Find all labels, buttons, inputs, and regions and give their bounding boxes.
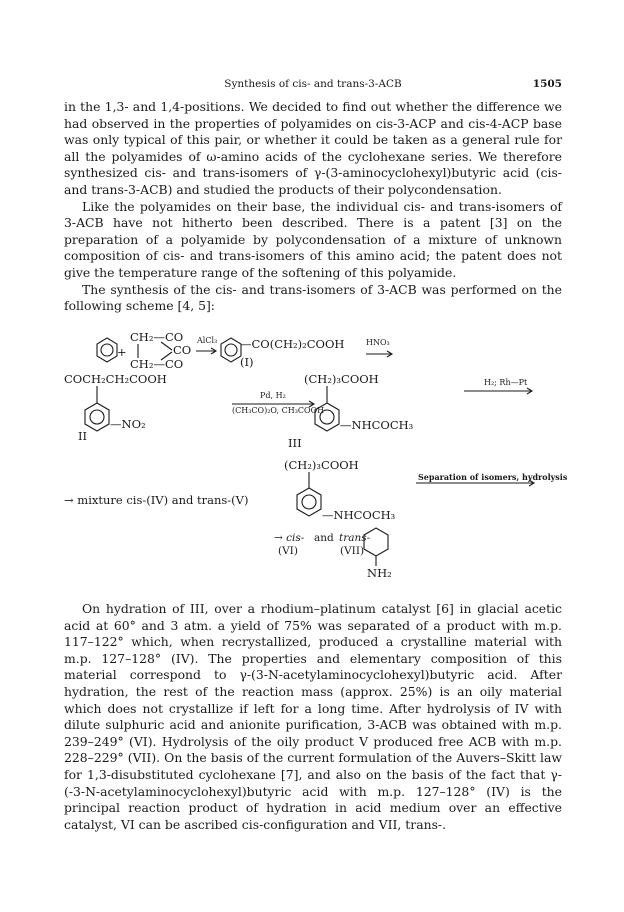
anhydride-top: CH₂—CO <box>130 330 184 344</box>
page-number: 1505 <box>532 78 562 90</box>
reagent-separation: Separation of isomers, hydrolysis <box>418 472 568 482</box>
reagent-hno3: HNO₃ <box>366 338 390 347</box>
compound3-chain: (CH₂)₃COOH <box>304 372 379 386</box>
label-I: (I) <box>240 355 254 369</box>
plus-sign: + <box>117 345 127 359</box>
discussion-paragraph <box>64 601 562 833</box>
final-trans: trans- <box>339 532 371 544</box>
reaction-scheme <box>64 330 568 595</box>
compound2-chain: COCH₂CH₂COOH <box>64 372 167 386</box>
anhydride-bottom: CH₂—CO <box>130 357 184 371</box>
reagent-alcl3: AlCl₃ <box>197 336 218 345</box>
benzene-ring-1 <box>97 338 117 362</box>
compound3-substituent: —NHCOCH₃ <box>340 418 414 432</box>
final-and: and <box>314 532 334 544</box>
final-nh2: NH₂ <box>367 566 392 580</box>
final-cis: → cis- <box>274 532 305 544</box>
paragraph-4: On hydration of III, over a rhodium–platinum catalyst [6] in glacial acetic acid at 60° and 3 atm. a yield of 75% was separated of a product with m.p. 117–122° which, when recrystallized, produced a crystalline material with m.p. 127–128° (IV). The properties and elementary composition of this material correspond to γ-(3-N-acetylaminocyclohexyl)butyric acid. After hydration, the rest of the reaction mass (approx. 25%) is an oily material which does not crystallize if left for a long time. After hydrolysis of IV with dilute sulphuric acid and anionite purification, 3-ACB was obtained with m.p. 239–249° (VI). Hydrolysis of the oily product V produced free ACB with m.p. 228–229° (VII). On the basis of the current formulation of the Auvers–Skitt law for 1,3-disubstituted cyclohexane [7], and also on the basis of the fact that γ-(-3-N-acetylaminocyclohexyl)butyric acid with m.p. 127–128° (IV) is the principal reaction product of hydration in acid medium over an effective catalyst, VI can be ascribed cis-configuration and VII, trans-. <box>64 601 562 832</box>
paragraph-3: The synthesis of the cis- and trans-isomers of 3-ACB was performed on the following scheme [4, 5]: <box>64 281 562 314</box>
compound2-no2: —NO₂ <box>110 417 146 431</box>
label-VII: (VII) <box>340 545 365 557</box>
label-III: III <box>288 436 302 450</box>
benzene-ring-I <box>221 338 241 362</box>
anhydride-o: CO <box>173 343 192 357</box>
mixture-text: → mixture cis-(IV) and trans-(V) <box>64 493 249 507</box>
paragraph-2: Like the polyamides on their base, the individual cis- and trans-isomers of 3-ACB have not hitherto been described. There is a patent [3] on the preparation of a polyamide by polycondensation of a mixture of unknown composition of cis- and trans-isomers of this amino acid; the patent does not give the temperature range of the softening of this polyamide. <box>64 198 562 280</box>
benzene-ring-mixture <box>297 488 321 516</box>
running-header <box>64 78 562 94</box>
reagent-ac2o: (CH₃CO)₂O, CH₃COOH <box>232 406 325 415</box>
label-II: II <box>78 429 88 443</box>
compound4-chain: (CH₂)₃COOH <box>284 458 359 472</box>
paragraph-1: in the 1,3- and 1,4-positions. We decided to find out whether the difference we had observed in the properties of polyamides on cis-3-ACP and cis-4-ACP base was only typical of this pair, or whether it could be taken as a general rule for all the polyamides of ω-amino acids of the cyclohexane series. We therefore synthesized cis- and trans-isomers of γ-(3-aminocyclohexyl)butyric acid (cis- and trans-3-ACB) and studied the products of their polycondensation. <box>64 99 562 197</box>
reagent-pd: Pd, H₂ <box>260 391 286 400</box>
intro-paragraph <box>64 99 562 315</box>
compound4-substituent: —NHCOCH₃ <box>322 508 396 522</box>
benzene-ring-II <box>85 403 109 431</box>
reagent-h2-rhpt: H₂; Rh—Pt <box>484 378 528 387</box>
running-title: Synthesis of cis- and trans-3-ACB <box>224 78 402 90</box>
label-VI: (VI) <box>278 545 298 557</box>
product1-chain: —CO(CH₂)₂COOH <box>240 337 345 351</box>
